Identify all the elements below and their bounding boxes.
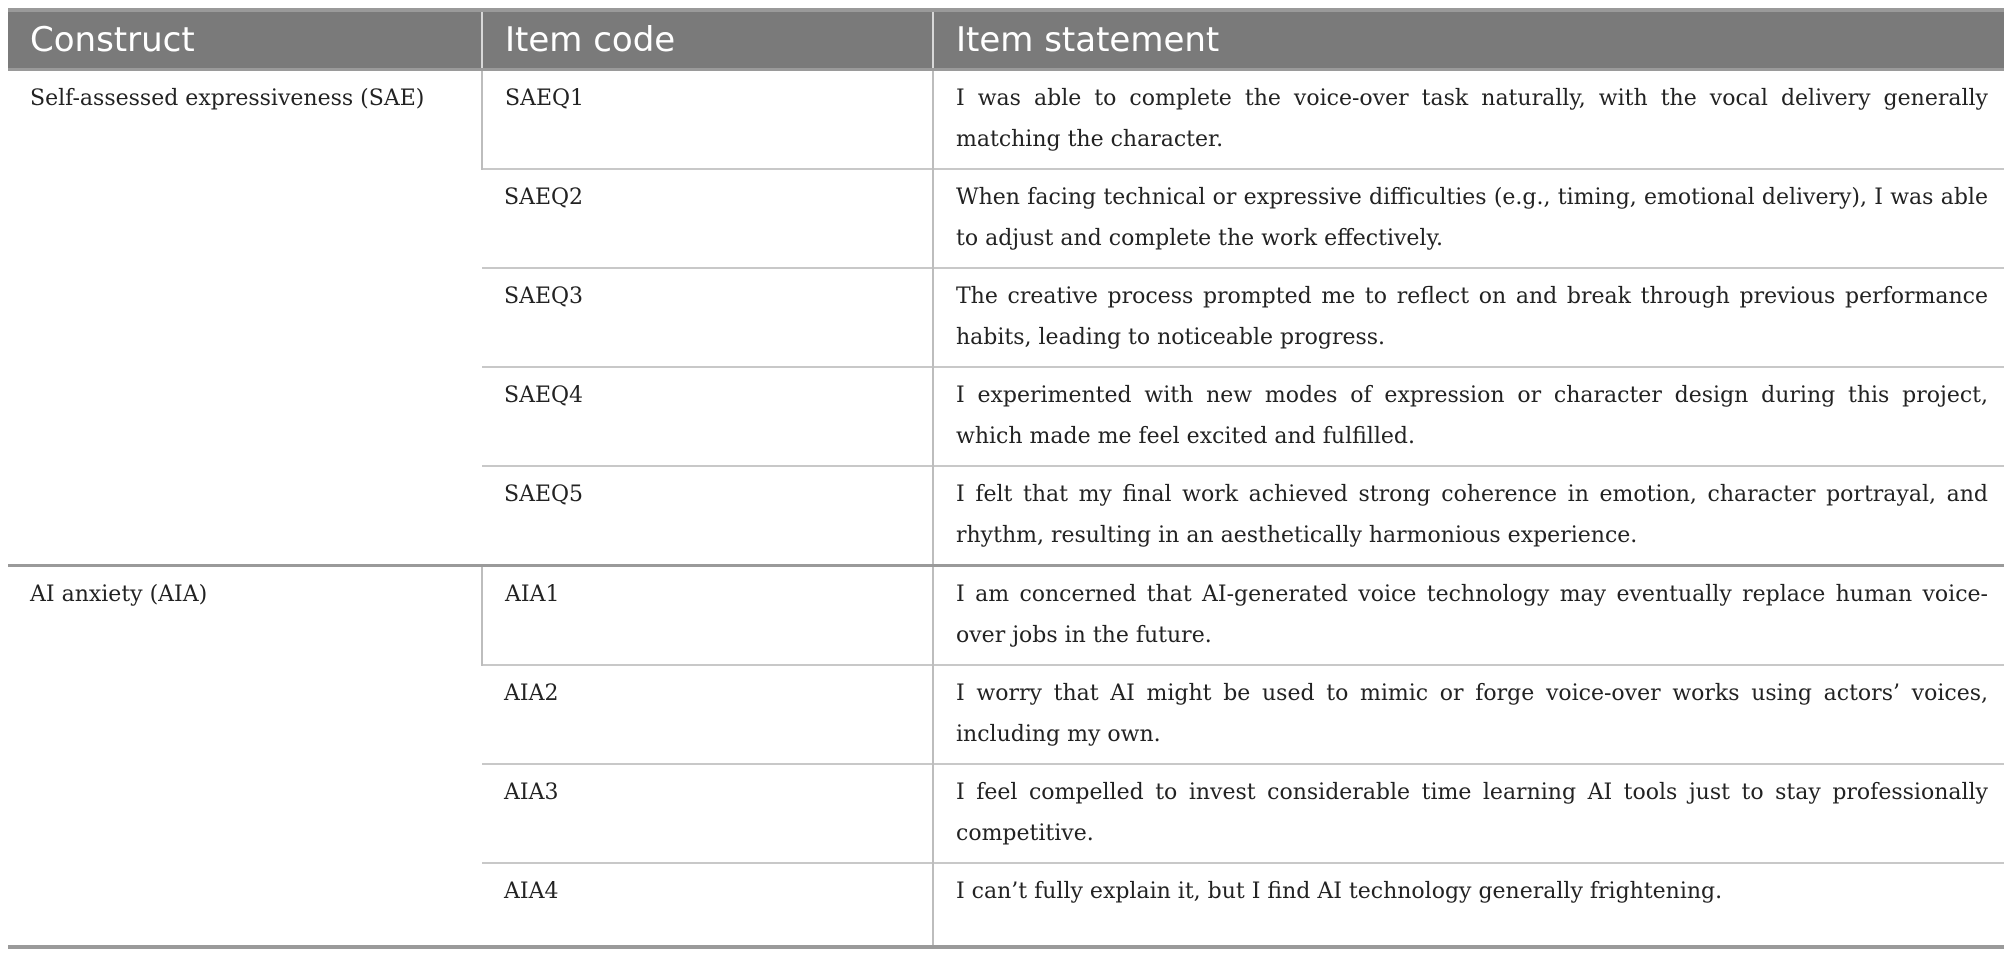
item-statement-cell: I experimented with new modes of expression or character design during this project, which made me feel excited and fulfilled. bbox=[933, 367, 2004, 466]
item-statement-cell: I feel compelled to invest considerable time learning AI tools just to stay professionally competitive. bbox=[933, 764, 2004, 863]
construct-cell-aia: AI anxiety (AIA) bbox=[8, 566, 482, 948]
header-construct: Construct bbox=[8, 10, 482, 70]
item-code-cell: SAEQ1 bbox=[482, 70, 933, 170]
item-code-cell: AIA2 bbox=[482, 665, 933, 764]
table-row bbox=[8, 70, 2004, 170]
item-code-cell: SAEQ3 bbox=[482, 268, 933, 367]
item-statement-cell: When facing technical or expressive difficulties (e.g., timing, emotional delivery), I was able to adjust and complete the work effectively. bbox=[933, 169, 2004, 268]
header-item-code: Item code bbox=[482, 10, 933, 70]
item-statement-cell: The creative process prompted me to reflect on and break through previous performance habits, leading to noticeable progress. bbox=[933, 268, 2004, 367]
item-code-cell: SAEQ2 bbox=[482, 169, 933, 268]
item-code-cell: SAEQ4 bbox=[482, 367, 933, 466]
header-row bbox=[8, 10, 2004, 70]
items-table bbox=[8, 8, 2004, 949]
item-code-cell: SAEQ5 bbox=[482, 466, 933, 566]
item-statement-cell: I can’t fully explain it, but I find AI technology generally frightening. bbox=[933, 863, 2004, 947]
item-statement-cell: I was able to complete the voice-over task naturally, with the vocal delivery generally matching the character. bbox=[933, 70, 2004, 170]
header-item-statement: Item statement bbox=[933, 10, 2004, 70]
item-code-cell: AIA4 bbox=[482, 863, 933, 947]
table-header bbox=[8, 10, 2004, 70]
item-code-cell: AIA3 bbox=[482, 764, 933, 863]
item-statement-cell: I worry that AI might be used to mimic or forge voice-over works using actors’ voices, including my own. bbox=[933, 665, 2004, 764]
item-code-cell: AIA1 bbox=[482, 566, 933, 666]
table-body bbox=[8, 70, 2004, 948]
table-row bbox=[8, 566, 2004, 666]
item-statement-cell: I am concerned that AI-generated voice technology may eventually replace human voice-over jobs in the future. bbox=[933, 566, 2004, 666]
item-statement-cell: I felt that my final work achieved strong coherence in emotion, character portrayal, and rhythm, resulting in an aesthetically harmonious experience. bbox=[933, 466, 2004, 566]
construct-cell-sae: Self-assessed expressiveness (SAE) bbox=[8, 70, 482, 566]
